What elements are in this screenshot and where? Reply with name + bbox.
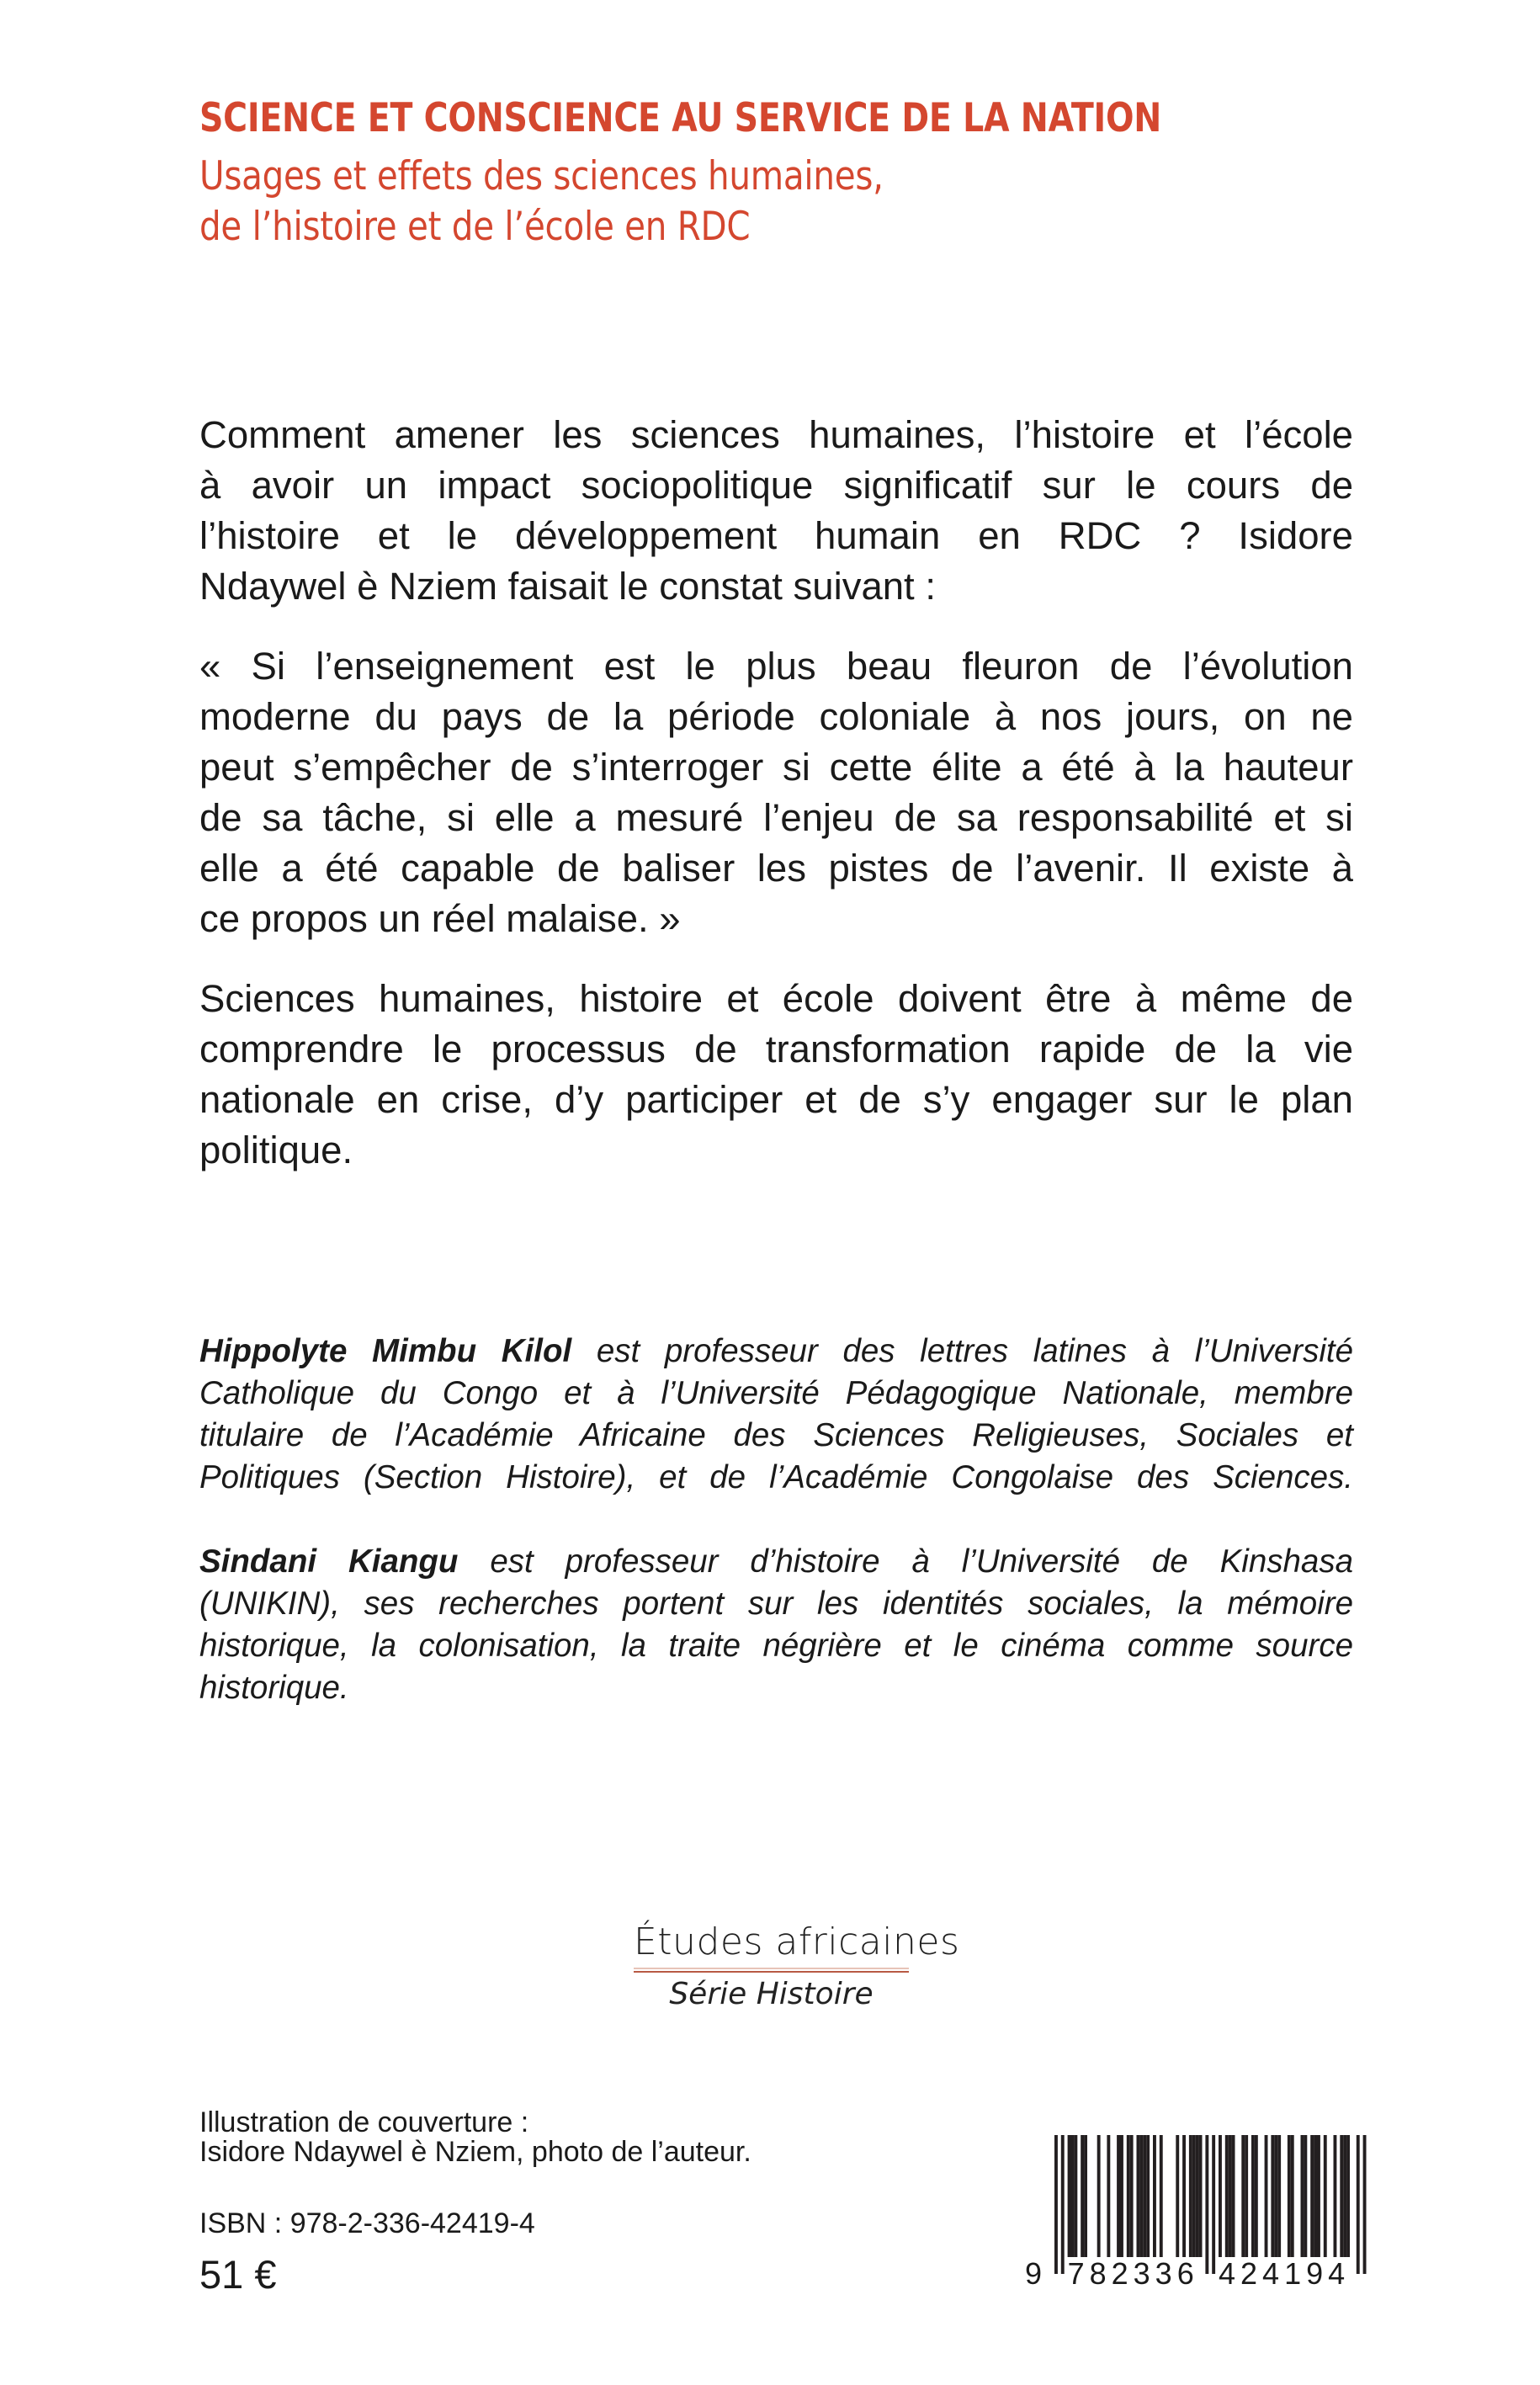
price: 51 € [199, 2252, 277, 2297]
barcode-icon [1018, 2129, 1380, 2297]
book-title: SCIENCE ET CONSCIENCE AU SERVICE DE LA NATION [199, 95, 1162, 141]
blurb-line: Ndaywel è Nziem faisait le constat suivant : [199, 565, 936, 608]
svg-text:782336: 782336 [1067, 2256, 1199, 2291]
blurb-line: l’histoire et le développement humain en RDC ? Isidore [199, 514, 1353, 557]
bio-line: Catholique du Congo et à l’Université Pédagogique Nationale, membre [199, 1375, 1353, 1411]
blurb-paragraph-1 [199, 410, 1353, 612]
isbn-barcode [1018, 2129, 1380, 2297]
series-divider [634, 1971, 909, 1973]
svg-text:424194: 424194 [1219, 2256, 1351, 2291]
bio-line [199, 1541, 1353, 1583]
illustration-label: Illustration de couverture : [199, 2106, 529, 2138]
blurb-line: à avoir un impact sociopolitique significatif sur le cours de [199, 464, 1353, 507]
blurb-line: politique. [199, 1129, 353, 1171]
blurb-paragraph-3 [199, 974, 1353, 1176]
series-name: Études africaines [634, 1920, 960, 1963]
blurb-line: ce propos un réel malaise. » [199, 897, 681, 940]
bio-line: titulaire de l’Académie Africaine des Sciences Religieuses, Sociales et [199, 1417, 1353, 1453]
book-subtitle-line-2: de l’histoire et de l’école en RDC [199, 204, 751, 250]
bio-text: est professeur des lettres latines à l’Université [571, 1333, 1353, 1369]
blurb-line: comprendre le processus de transformation rapide de la vie [199, 1028, 1353, 1070]
author-name: Sindani Kiangu [199, 1543, 459, 1580]
author-name: Hippolyte Mimbu Kilol [199, 1333, 572, 1369]
blurb-line: de sa tâche, si elle a mesuré l’enjeu de sa responsabilité et si [199, 796, 1353, 839]
blurb-line: peut s’empêcher de s’interroger si cette élite a été à la hauteur [199, 746, 1353, 789]
bio-line: historique, la colonisation, la traite négrière et le cinéma comme source [199, 1628, 1353, 1664]
blurb-line: nationale en crise, d’y participer et de s’y engager sur le plan [199, 1078, 1353, 1121]
series-divider [634, 1968, 909, 1969]
illustration-credit: Isidore Ndaywel è Nziem, photo de l’auteur. [199, 2136, 751, 2168]
author-bio-1 [199, 1331, 1353, 1499]
author-bio-2 [199, 1541, 1353, 1709]
blurb-line: « Si l’enseignement est le plus beau fleuron de l’évolution [199, 645, 1353, 688]
blurb-quote-paragraph [199, 641, 1353, 944]
bio-text: est professeur d’histoire à l’Université de Kinshasa [458, 1543, 1354, 1580]
book-subtitle-line-1: Usages et effets des sciences humaines, [199, 153, 884, 199]
bio-line: Politiques (Section Histoire), et de l’Académie Congolaise des Sciences. [199, 1459, 1353, 1495]
series-subtitle: Série Histoire [669, 1977, 874, 2011]
blurb-line: Sciences humaines, histoire et école doivent être à même de [199, 977, 1353, 1020]
bio-line [199, 1331, 1353, 1373]
bio-line: (UNIKIN), ses recherches portent sur les identités sociales, la mémoire [199, 1586, 1353, 1622]
bio-line: historique. [199, 1670, 349, 1706]
blurb-line: moderne du pays de la période coloniale à nos jours, on ne [199, 695, 1353, 738]
blurb-line: Comment amener les sciences humaines, l’histoire et l’école [199, 413, 1353, 456]
svg-text:9: 9 [1025, 2256, 1048, 2291]
blurb-line: elle a été capable de baliser les pistes de l’avenir. Il existe à [199, 847, 1353, 890]
isbn: ISBN : 978-2-336-42419-4 [199, 2207, 535, 2239]
